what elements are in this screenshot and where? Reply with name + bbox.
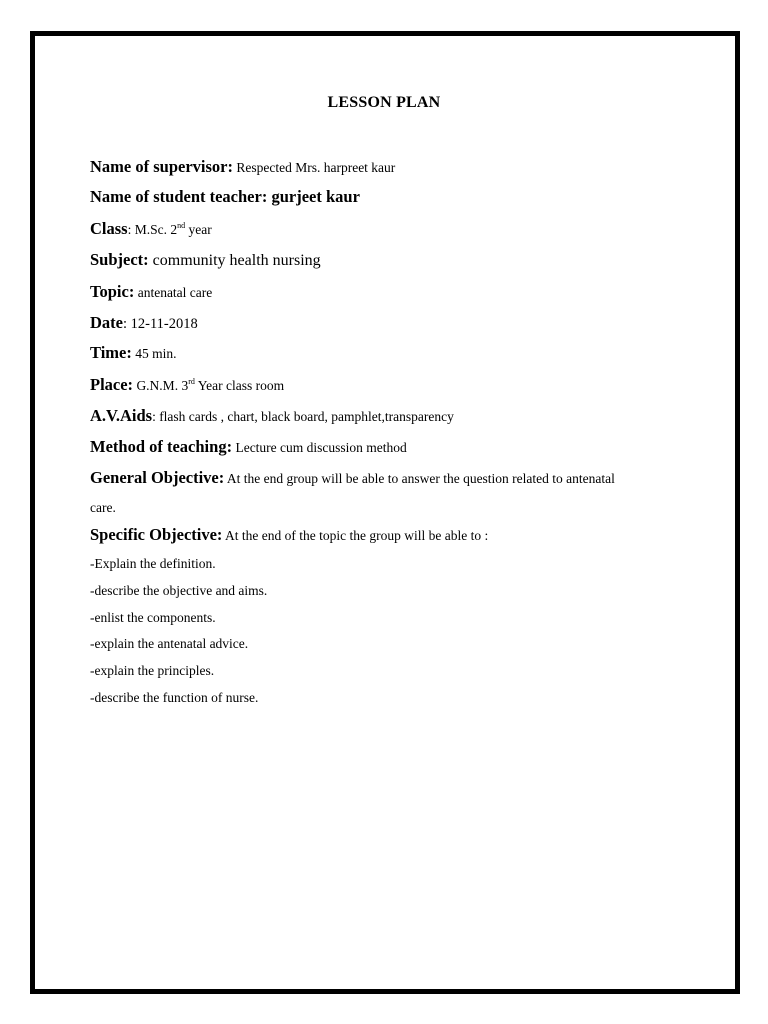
specific-objective-value: At the end of the topic the group will be able to : (222, 528, 489, 543)
place-value (133, 378, 284, 393)
specific-objective-label: Specific Objective: (90, 525, 223, 544)
date-field (90, 315, 198, 332)
class-value-text: : M.Sc. 2 (127, 222, 178, 237)
time-field (90, 345, 177, 362)
place-value-text: G.N.M. 3 (133, 378, 189, 393)
objective-item: -describe the function of nurse. (90, 690, 259, 705)
place-field (90, 377, 284, 394)
method-field (90, 439, 407, 456)
general-objective-label: General Objective: (90, 468, 225, 487)
objective-item: -describe the objective and aims. (90, 583, 268, 598)
objective-item: -explain the principles. (90, 663, 215, 678)
class-label: Class (90, 219, 128, 238)
time-value: 45 min. (131, 346, 177, 361)
topic-value: antenatal care (134, 285, 213, 300)
method-value: Lecture cum discussion method (232, 440, 407, 455)
objective-item: -Explain the definition. (90, 556, 216, 571)
specific-objective-field (90, 527, 488, 544)
student-teacher-field (90, 189, 360, 206)
date-value: : 12-11-2018 (122, 316, 198, 332)
document-title: LESSON PLAN (327, 94, 441, 111)
place-label: Place: (90, 375, 134, 394)
place-value-superscript: rd (188, 377, 195, 386)
subject-value: community health nursing (148, 252, 321, 269)
class-value-suffix: year (185, 222, 212, 237)
time-label: Time: (90, 343, 132, 362)
av-aids-value: : flash cards , chart, black board, pamphlet,transparency (152, 409, 454, 424)
topic-label: Topic: (90, 282, 135, 301)
date-label: Date (90, 313, 123, 332)
class-value (128, 222, 212, 237)
supervisor-label: Name of supervisor: (90, 157, 233, 176)
class-value-superscript: nd (177, 221, 186, 230)
general-objective-field (90, 470, 615, 487)
topic-field (90, 284, 212, 301)
class-field (90, 221, 212, 238)
supervisor-field (90, 159, 395, 176)
av-aids-field (90, 408, 454, 425)
student-teacher-label: Name of student teacher: (90, 187, 268, 206)
subject-field (90, 252, 321, 269)
av-aids-label: A.V.Aids (90, 406, 153, 425)
supervisor-value: Respected Mrs. harpreet kaur (232, 160, 396, 175)
objective-item: -enlist the components. (90, 610, 216, 625)
subject-label: Subject: (90, 250, 149, 269)
general-objective-continuation (90, 500, 116, 516)
objective-item: -explain the antenatal advice. (90, 636, 249, 651)
general-objective-continuation-text: care. (90, 500, 116, 515)
method-label: Method of teaching: (90, 437, 233, 456)
student-teacher-value: gurjeet kaur (267, 187, 360, 206)
place-value-suffix: Year class room (194, 378, 285, 393)
general-objective-value: At the end group will be able to answer the question related to antenatal (224, 471, 615, 486)
